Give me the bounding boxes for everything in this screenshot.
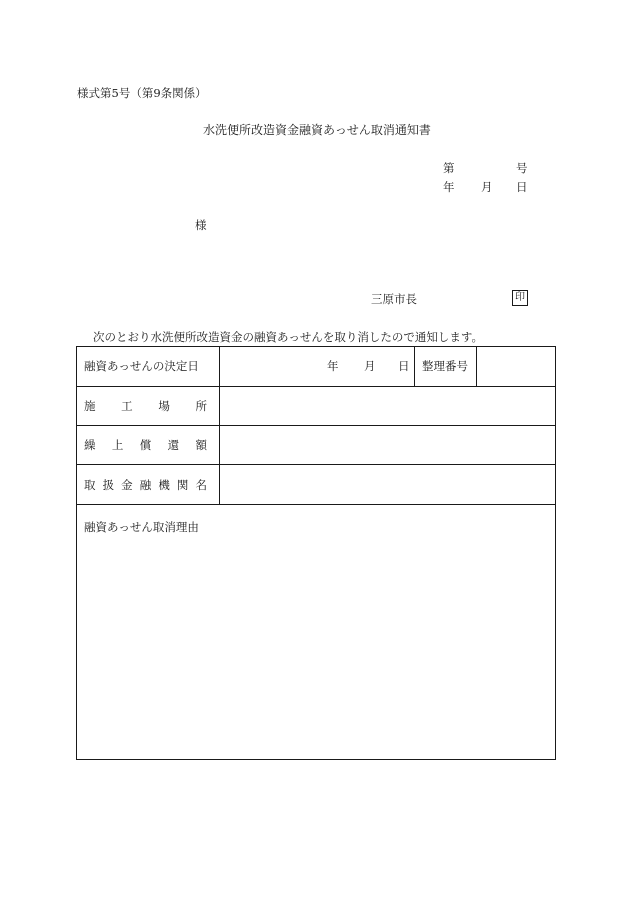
cancel-reason-field[interactable]: [79, 539, 553, 755]
intro-sentence: 次のとおり水洗便所改造資金の融資あっせんを取り消したので通知します。: [93, 330, 483, 344]
row-divider: [77, 464, 555, 465]
decision-date-day: 日: [398, 359, 410, 373]
row-divider: [77, 425, 555, 426]
label-char: 取: [84, 478, 96, 492]
label-char: 機: [158, 478, 170, 492]
addressee-honorific: 様: [195, 218, 207, 232]
decision-date-label: 融資あっせんの決定日: [84, 359, 199, 373]
label-char: 施: [84, 399, 96, 413]
label-char: 還: [167, 438, 180, 452]
label-char: 金: [121, 478, 133, 492]
institution-field[interactable]: [223, 466, 553, 502]
decision-date-year: 年: [327, 359, 339, 373]
document-title: 水洗便所改造資金融資あっせん取消通知書: [203, 123, 431, 137]
label-char: 繰: [84, 438, 96, 452]
construction-site-label: [84, 399, 207, 413]
reference-number-label: 整理番号: [422, 359, 468, 373]
label-char: 所: [195, 399, 207, 413]
label-char: 額: [195, 438, 207, 452]
label-char: 名: [195, 478, 207, 492]
row-divider: [77, 504, 555, 505]
form-number-label: 様式第5号（第9条関係）: [77, 86, 207, 100]
doc-number-prefix: 第: [443, 161, 455, 175]
cancel-reason-label: 融資あっせん取消理由: [84, 520, 199, 534]
reference-number-field[interactable]: [479, 349, 553, 384]
row-divider: [77, 386, 555, 387]
label-char: 償: [139, 438, 152, 452]
reference-label-left-divider: [414, 347, 415, 386]
early-repayment-field[interactable]: [223, 427, 553, 462]
label-char: 工: [121, 399, 133, 413]
institution-label: [84, 478, 207, 492]
notice-form-table: [76, 346, 556, 760]
early-repayment-label: [84, 438, 207, 452]
construction-site-field[interactable]: [223, 388, 553, 423]
date-year-label: 年: [443, 180, 455, 194]
label-char: 扱: [102, 478, 115, 492]
label-char: 関: [176, 478, 189, 492]
issuer-name: 三原市長: [371, 292, 417, 306]
label-char: 場: [158, 399, 170, 413]
label-char: 融: [139, 478, 152, 492]
decision-date-month: 月: [364, 359, 376, 373]
date-month-label: 月: [481, 180, 493, 194]
seal-stamp-box: 印: [512, 290, 528, 306]
label-column-divider: [219, 347, 220, 504]
date-day-label: 日: [516, 180, 528, 194]
label-char: 上: [111, 438, 124, 452]
reference-label-right-divider: [476, 347, 477, 386]
doc-number-suffix: 号: [516, 161, 528, 175]
